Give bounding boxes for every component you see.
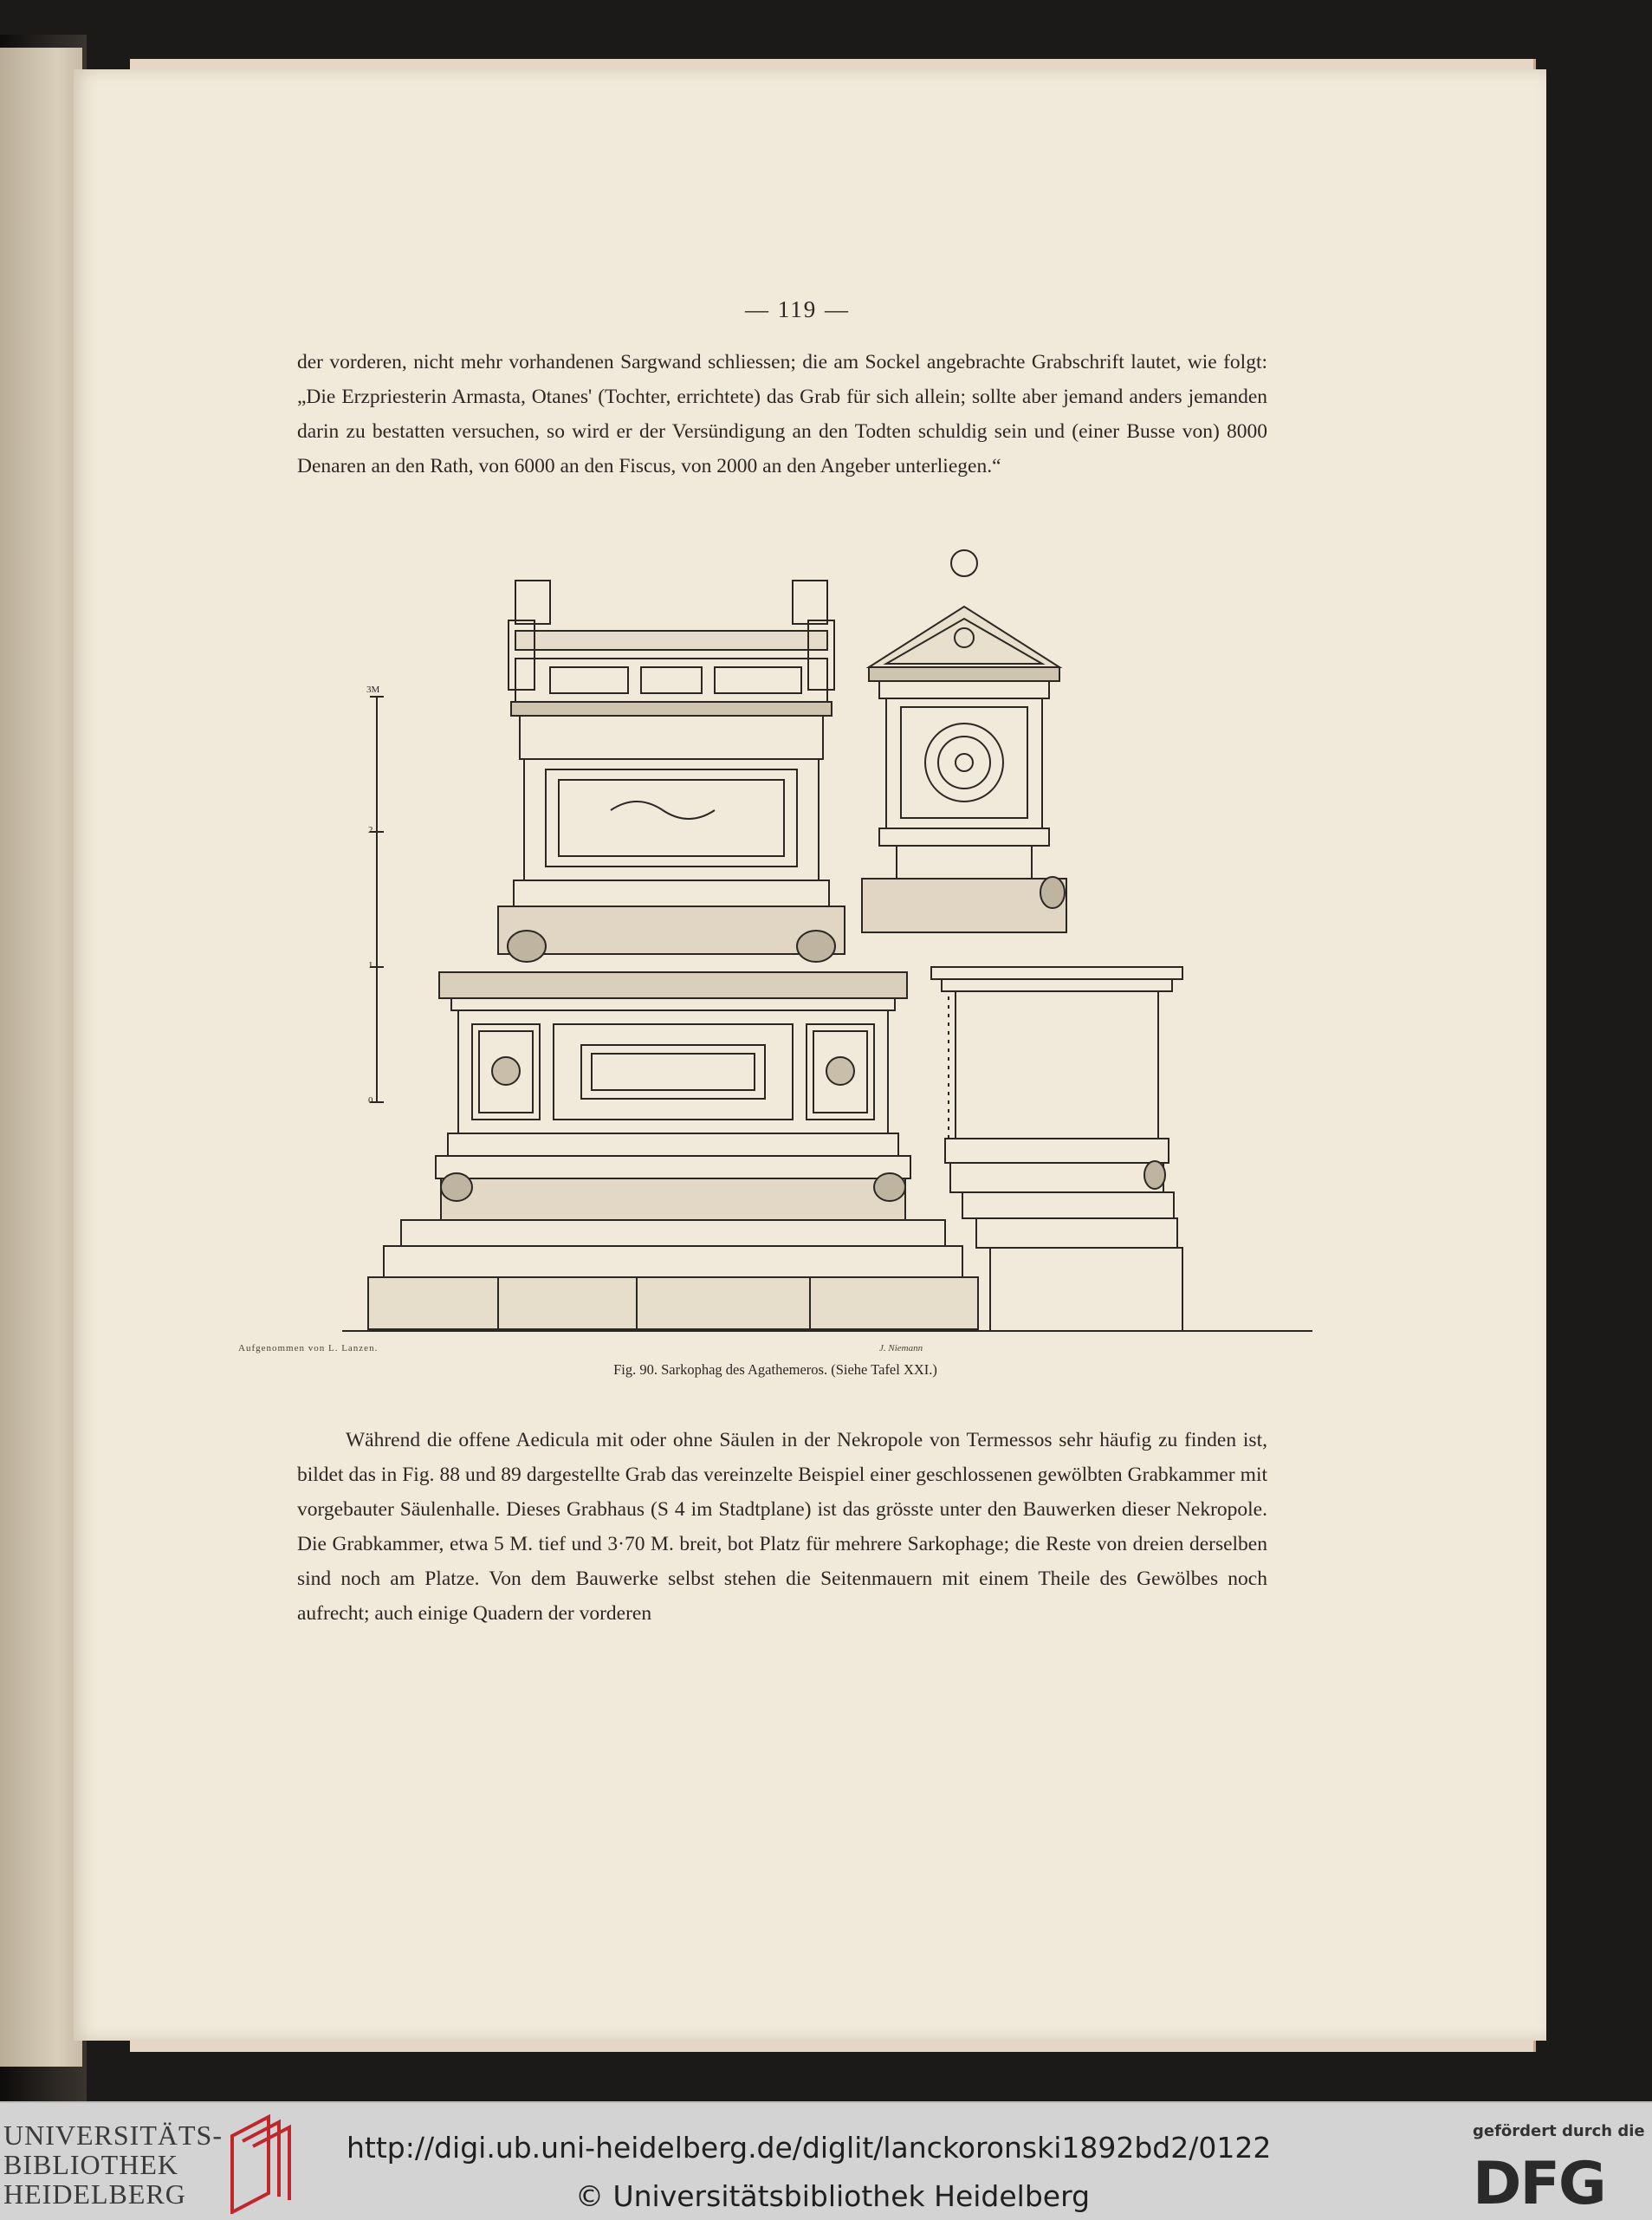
- figure-credit-right: J. Niemann: [879, 1343, 923, 1353]
- library-name: [3, 2120, 223, 2209]
- scale-label-2: 2: [368, 825, 373, 835]
- paragraph-top-text: der vorderen, nicht mehr vorhandenen Sargwand schliessen; die am Sockel angebrachte Grabschrift lautet, wie folgt: „Die Erzpriesterin Armasta, Otanes' (Tochter, errichtete) das Grab für sich allein; sollte aber jemand anders jemanden darin zu bestatten versuchen, so wird er der Versündigung an den Todten schuldig sein und (einer Busse von) 8000 Denaren an den Rath, von 6000 an den Fiscus, von 2000 an den Angeber unterliegen.“: [297, 351, 1267, 477]
- library-logo-icon: [217, 2110, 303, 2218]
- paragraph-bottom-text: Während die offene Aedicula mit oder ohne Säulen in der Nekropole von Termessos sehr häufig zu finden ist, bildet das in Fig. 88 und 89 dargestellte Grab das vereinzelte Beispiel einer geschlossenen gewölbten Grabkammer mit vorgebauter Säulenhalle. Dieses Grabhaus (S 4 im Stadtplane) ist das grösste unter den Bauwerken dieser Nekropole. Die Grabkammer, etwa 5 M. tief und 3·70 M. breit, bot Platz für mehrere Sarkophage; die Reste von dreien derselben sind noch am Platze. Von dem Bauwerke selbst stehen die Seitenmauern mit einem Theile des Gewölbes noch aufrecht; auch einige Quadern der vorderen: [297, 1429, 1267, 1625]
- library-line-1: UNIVERSITÄTS-: [3, 2119, 223, 2151]
- copyright-notice: © Universitätsbibliothek Heidelberg: [575, 2179, 1091, 2213]
- scale-label-1: 1: [368, 960, 373, 970]
- dfg-logo: DFG: [1473, 2150, 1605, 2218]
- funder-label: gefördert durch die: [1473, 2122, 1645, 2140]
- paragraph-top: [297, 345, 1267, 484]
- scale-label-3: 3M: [366, 685, 380, 695]
- sarcophagus-drawing: [238, 546, 1312, 1360]
- footer-bar: [0, 2101, 1652, 2220]
- paragraph-bottom: [297, 1423, 1267, 1631]
- library-line-2: BIBLIOTHEK: [3, 2149, 178, 2180]
- page-number: — 119 —: [745, 296, 850, 322]
- left-page-edge: [0, 48, 82, 2067]
- library-line-3: HEIDELBERG: [3, 2178, 186, 2210]
- figure-credit-left: Aufgenommen von L. Lanzen.: [238, 1343, 379, 1353]
- scale-label-0: 0: [368, 1095, 373, 1106]
- book-page: [74, 69, 1546, 2041]
- figure-sarcophagus: [238, 546, 1312, 1421]
- permalink-url[interactable]: http://digi.ub.uni-heidelberg.de/diglit/lanckoronski1892bd2/0122: [347, 2131, 1272, 2165]
- figure-caption: Fig. 90. Sarkophag des Agathemeros. (Siehe Tafel XXI.): [613, 1361, 937, 1378]
